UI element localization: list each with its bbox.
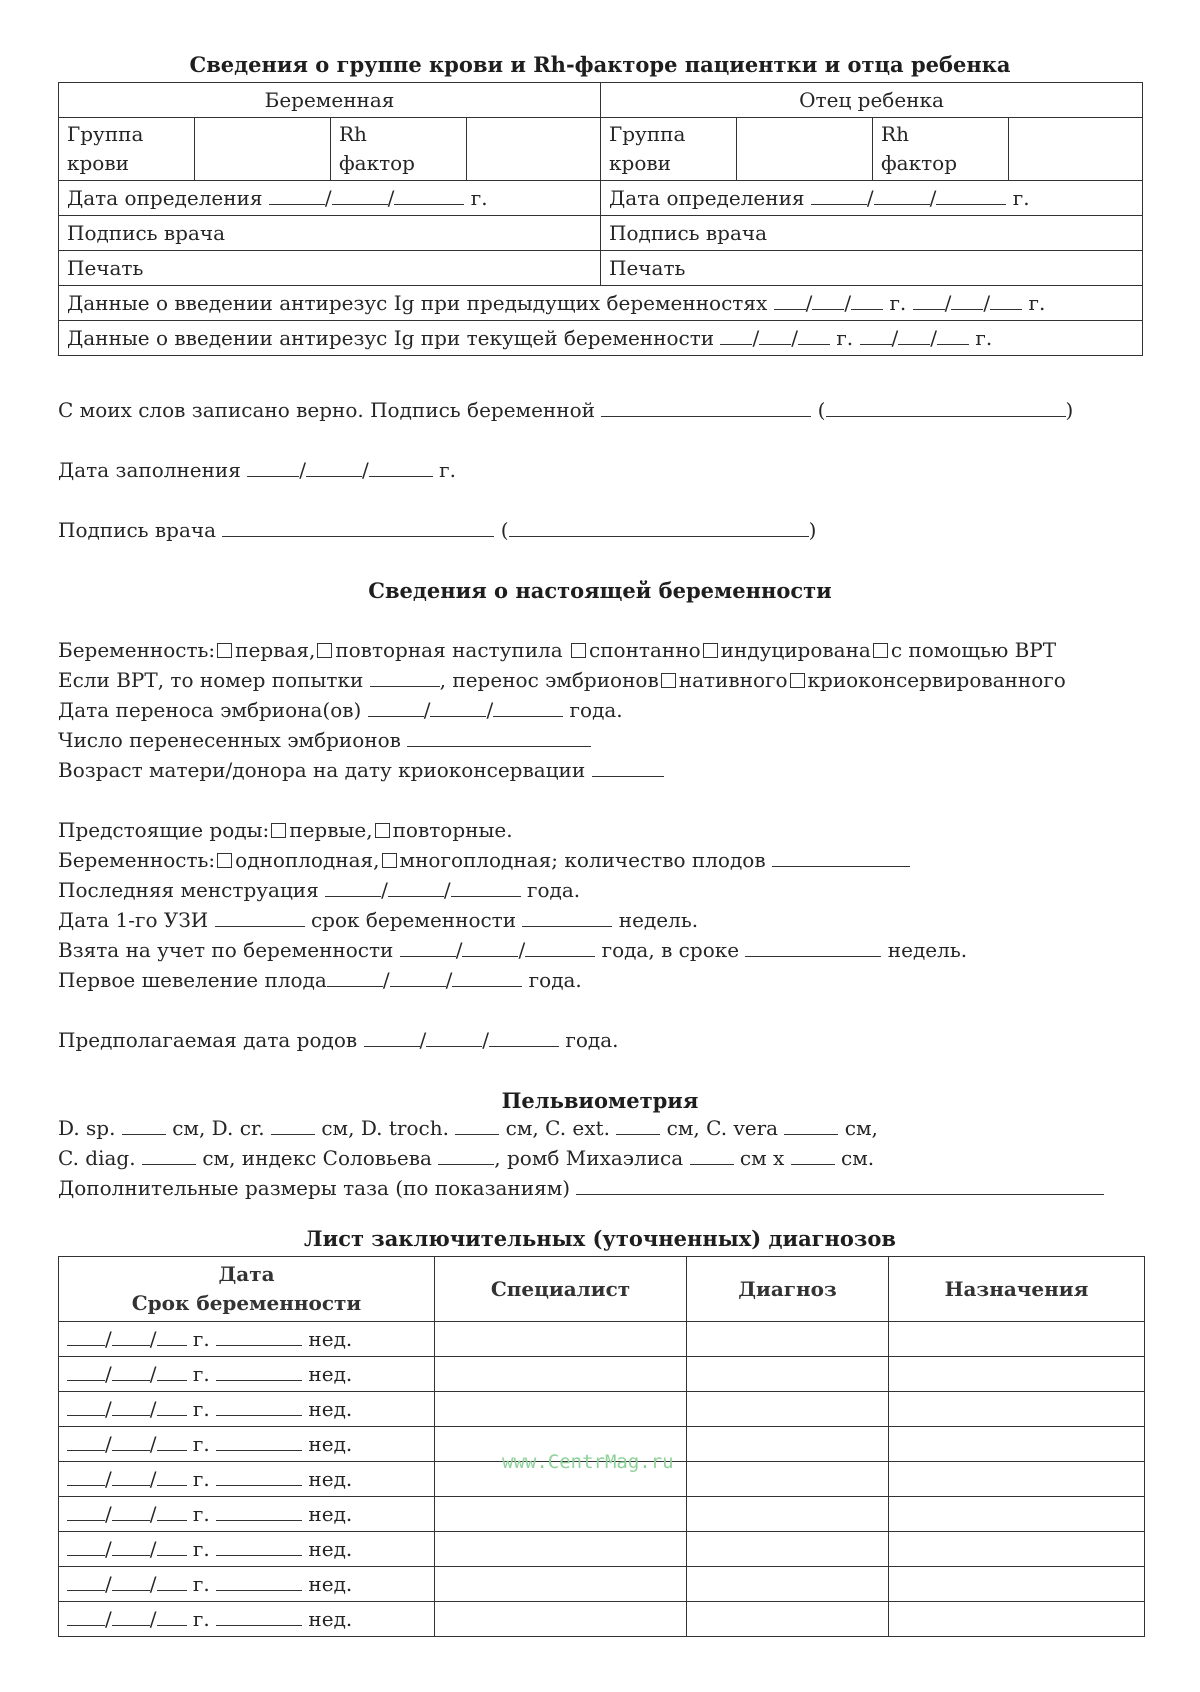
row-assignment-cell[interactable] [889, 1602, 1145, 1637]
table-row [59, 1322, 1145, 1357]
row-specialist-cell[interactable] [435, 1357, 687, 1392]
row-assignment-cell[interactable] [889, 1427, 1145, 1462]
checkbox-repeat[interactable] [317, 643, 332, 658]
row-diagnosis-cell[interactable] [687, 1427, 889, 1462]
father-date-field[interactable]: Дата определения / / г. [601, 181, 1143, 216]
row-specialist-cell[interactable] [435, 1532, 687, 1567]
antirhesus-previous-field[interactable]: Данные о введении антирезус Ig при предыдущих беременностях / / г. / / г. [59, 286, 1143, 321]
table-row [59, 1497, 1145, 1532]
first-ultrasound-line[interactable]: Дата 1-го УЗИ срок беременности недель. [58, 908, 699, 932]
row-date-term-cell[interactable]: / / г. нед. [59, 1322, 435, 1357]
art-attempt-line[interactable]: Если ВРТ, то номер попытки , перенос эмбрионов нативного криоконсервированного [58, 668, 1066, 692]
row-specialist-cell[interactable] [435, 1602, 687, 1637]
pregnant-rh-value[interactable] [467, 118, 601, 181]
row-assignment-cell[interactable] [889, 1462, 1145, 1497]
row-diagnosis-cell[interactable] [687, 1322, 889, 1357]
pregnant-blood-group-label: Группа крови [59, 118, 195, 181]
header-diagnosis: Диагноз [687, 1257, 889, 1322]
checkbox-induced[interactable] [703, 643, 718, 658]
row-date-term-cell[interactable]: / / г. нед. [59, 1532, 435, 1567]
row-date-term-cell[interactable]: / / г. нед. [59, 1392, 435, 1427]
row-diagnosis-cell[interactable] [687, 1392, 889, 1427]
blood-section-title: Сведения о группе крови и Rh-факторе пациентки и отца ребенка [189, 52, 1011, 77]
row-specialist-cell[interactable] [435, 1567, 687, 1602]
pregnant-date-field[interactable]: Дата определения / / г. [59, 181, 601, 216]
registration-line[interactable]: Взята на учет по беременности / / года, в сроке недель. [58, 938, 968, 962]
checkbox-cryo[interactable] [790, 673, 805, 688]
row-specialist-cell[interactable] [435, 1322, 687, 1357]
checkbox-multiple[interactable] [382, 853, 397, 868]
upcoming-birth-line[interactable]: Предстоящие роды: первые, повторные. [58, 818, 513, 842]
father-blood-group-value[interactable] [737, 118, 873, 181]
pregnancy-section-title: Сведения о настоящей беременности [368, 578, 832, 603]
table-row [59, 1392, 1145, 1427]
fetus-count-line[interactable]: Беременность: одноплодная, многоплодная; количество плодов [58, 848, 910, 872]
row-specialist-cell[interactable] [435, 1392, 687, 1427]
watermark: www.CentrMag.ru [502, 1451, 674, 1473]
table-row [59, 1602, 1145, 1637]
father-column-header: Отец ребенка [601, 83, 1143, 118]
father-rh-label: Rh фактор [873, 118, 1009, 181]
row-date-term-cell[interactable]: / / г. нед. [59, 1427, 435, 1462]
last-menstruation-line[interactable]: Последняя менструация / / года. [58, 878, 581, 902]
father-stamp[interactable]: Печать [601, 251, 1143, 286]
fill-date-line[interactable]: Дата заполнения / / г. [58, 458, 456, 482]
checkbox-first[interactable] [217, 643, 232, 658]
due-date-line[interactable]: Предполагаемая дата родов / / года. [58, 1028, 619, 1052]
father-rh-value[interactable] [1009, 118, 1143, 181]
header-assignments: Назначения [889, 1257, 1145, 1322]
row-assignment-cell[interactable] [889, 1497, 1145, 1532]
row-assignment-cell[interactable] [889, 1392, 1145, 1427]
embryo-transfer-date-line[interactable]: Дата переноса эмбриона(ов) / / года. [58, 698, 623, 722]
checkbox-singleton[interactable] [217, 853, 232, 868]
checkbox-repeat-birth[interactable] [375, 823, 390, 838]
row-diagnosis-cell[interactable] [687, 1532, 889, 1567]
donor-age-line[interactable]: Возраст матери/донора на дату криоконсервации [58, 758, 664, 782]
checkbox-spontaneous[interactable] [571, 643, 586, 658]
row-diagnosis-cell[interactable] [687, 1567, 889, 1602]
row-assignment-cell[interactable] [889, 1322, 1145, 1357]
pregnant-blood-group-value[interactable] [195, 118, 331, 181]
row-diagnosis-cell[interactable] [687, 1497, 889, 1532]
diagnoses-title: Лист заключительных (уточненных) диагнозов [304, 1226, 896, 1251]
recorded-correctly-line[interactable]: С моих слов записано верно. Подпись беременной ( ) [58, 398, 1074, 422]
table-row [59, 1532, 1145, 1567]
row-diagnosis-cell[interactable] [687, 1462, 889, 1497]
row-assignment-cell[interactable] [889, 1532, 1145, 1567]
blood-group-table [58, 82, 1143, 356]
table-row [59, 1357, 1145, 1392]
header-date-term: Дата Срок беременности [59, 1257, 435, 1322]
row-assignment-cell[interactable] [889, 1567, 1145, 1602]
pregnant-stamp[interactable]: Печать [59, 251, 601, 286]
doctor-signature-line[interactable]: Подпись врача ( ) [58, 518, 817, 542]
row-date-term-cell[interactable]: / / г. нед. [59, 1602, 435, 1637]
pelvimetry-title: Пельвиометрия [501, 1088, 699, 1113]
pelvimetry-line-2[interactable]: C. diag. см, индекс Соловьева , ромб Михаэлиса см х см. [58, 1146, 875, 1170]
embryo-count-line[interactable]: Число перенесенных эмбрионов [58, 728, 591, 752]
row-date-term-cell[interactable]: / / г. нед. [59, 1567, 435, 1602]
header-specialist: Специалист [435, 1257, 687, 1322]
row-assignment-cell[interactable] [889, 1357, 1145, 1392]
antirhesus-current-field[interactable]: Данные о введении антирезус Ig при текущей беременности / / г. / / г. [59, 321, 1143, 356]
row-diagnosis-cell[interactable] [687, 1602, 889, 1637]
father-doctor-signature[interactable]: Подпись врача [601, 216, 1143, 251]
row-date-term-cell[interactable]: / / г. нед. [59, 1462, 435, 1497]
checkbox-native[interactable] [661, 673, 676, 688]
row-date-term-cell[interactable]: / / г. нед. [59, 1357, 435, 1392]
pregnant-rh-label: Rh фактор [331, 118, 467, 181]
row-date-term-cell[interactable]: / / г. нед. [59, 1497, 435, 1532]
first-movement-line[interactable]: Первое шевеление плода / / года. [58, 968, 582, 992]
checkbox-first-birth[interactable] [271, 823, 286, 838]
checkbox-art[interactable] [873, 643, 888, 658]
pregnancy-type-line[interactable]: Беременность: первая, повторная наступила спонтанно индуцирована с помощью ВРТ [58, 638, 1057, 662]
pelvimetry-extra-line[interactable]: Дополнительные размеры таза (по показаниям) [58, 1176, 1104, 1200]
pregnant-doctor-signature[interactable]: Подпись врача [59, 216, 601, 251]
pregnant-column-header: Беременная [59, 83, 601, 118]
pelvimetry-line-1[interactable]: D. sp. см, D. cr. см, D. troch. см, C. ext. см, C. vera см, [58, 1116, 878, 1140]
diagnoses-table [58, 1256, 1145, 1637]
row-diagnosis-cell[interactable] [687, 1357, 889, 1392]
table-row [59, 1567, 1145, 1602]
father-blood-group-label: Группа крови [601, 118, 737, 181]
row-specialist-cell[interactable] [435, 1497, 687, 1532]
